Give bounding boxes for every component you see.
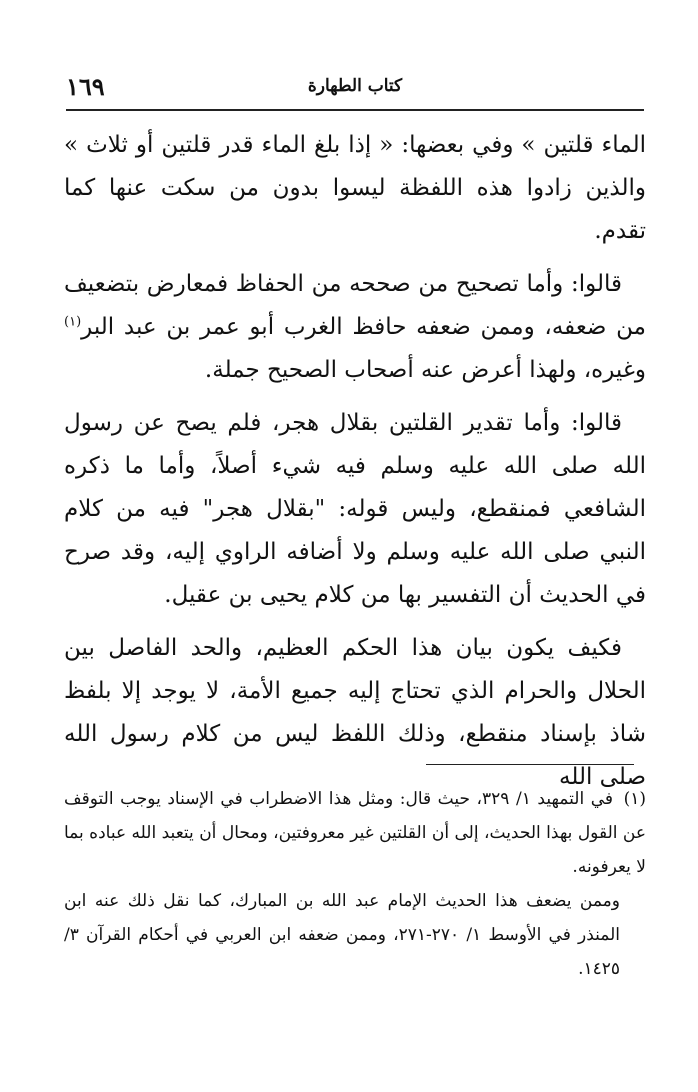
footnote-reference[interactable]: (١)	[64, 314, 82, 330]
paragraph-2-text: قالوا: وأما تصحيح من صححه من الحفاظ فمعارض بتضعيف من ضعفه، وممن ضعفه حافظ الغرب أبو عمر بن عبد البر	[64, 271, 646, 340]
paragraph-2-continuation: وغيره، ولهذا أعرض عنه أصحاب الصحيح جملة.	[204, 357, 646, 383]
chapter-title: كتاب الطهارة	[307, 76, 403, 96]
running-header	[66, 72, 644, 106]
header-divider	[66, 109, 644, 111]
footnote-1-text: في التمهيد ١/ ٣٢٩، حيث قال: ومثل هذا الاضطراب في الإسناد يوجب التوقف عن القول بهذا الحديث، إلى أن القلتين غير معروفتين، ومحال أن يتعبد الله عباده بما لا يعرفونه.	[64, 789, 646, 877]
paragraph-2	[64, 263, 646, 392]
main-text	[64, 124, 646, 809]
paragraph-1: الماء قلتين » وفي بعضها: « إذا بلغ الماء قدر قلتين أو ثلاث » والذين زادوا هذه اللفظة ليسوا بدون من سكت عنها كما تقدم.	[64, 132, 646, 244]
paragraph-4: فكيف يكون بيان هذا الحكم العظيم، والحد الفاصل بين الحلال والحرام الذي تحتاج إليه جميع الأمة، لا يوجد إلا بلفظ شاذ بإسناد منقطع، وذلك اللفظ ليس من كلام رسول الله صلى الله	[64, 635, 646, 790]
footnote-divider	[426, 764, 634, 765]
footnote-number: (١)	[623, 789, 646, 809]
paragraph-3: قالوا: وأما تقدير القلتين بقلال هجر، فلم يصح عن رسول الله صلى الله عليه وسلم فيه شيء أصلاً، وأما ما ذكره الشافعي فمنقطع، وليس قوله: "بقلال هجر" فيه من كلام النبي صلى الله عليه وسلم ولا أضافه الراوي إليه، وقد صرح في الحديث أن التفسير بها من كلام يحيى بن عقيل.	[64, 410, 646, 608]
footnotes	[64, 782, 646, 986]
footnote-1	[64, 782, 646, 884]
page-number: ١٦٩	[66, 72, 105, 101]
footnote-1-continuation: وممن يضعف هذا الحديث الإمام عبد الله بن المبارك، كما نقل ذلك عنه ابن المنذر في الأوسط ١/ ٢٧٠-٢٧١، وممن ضعفه ابن العربي في أحكام القرآن ٣/ ١٤٢٥.	[64, 891, 620, 979]
